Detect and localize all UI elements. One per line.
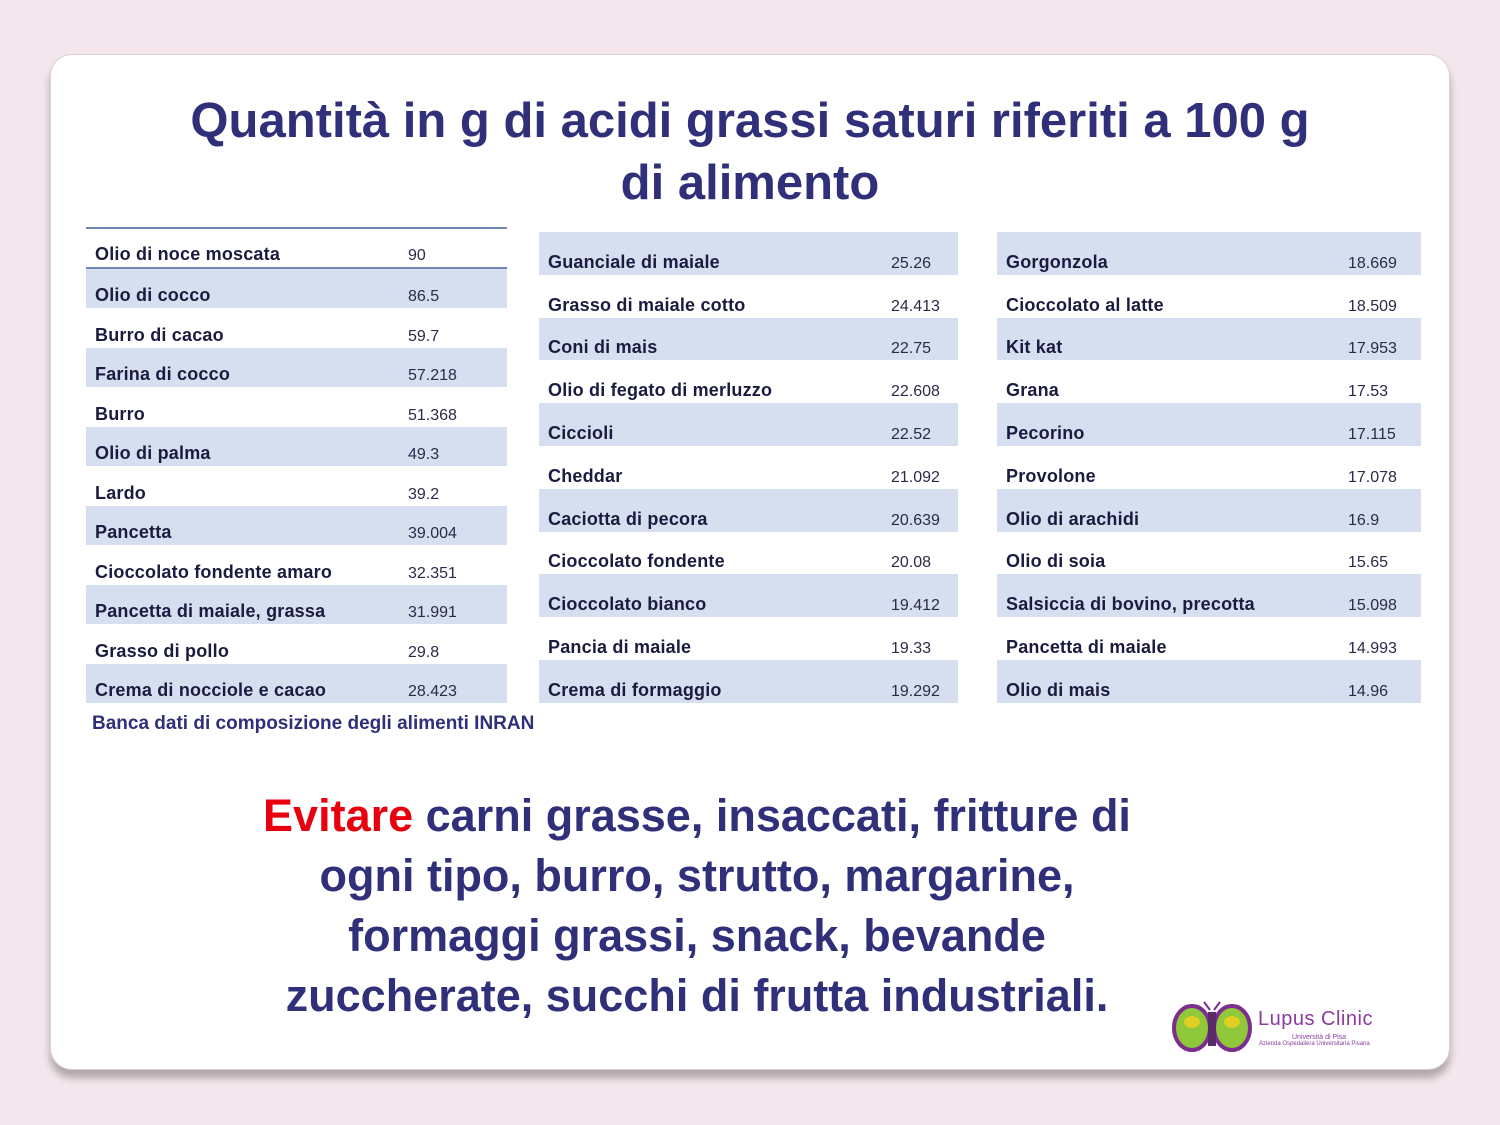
table-row	[997, 660, 1421, 703]
food-name: Cioccolato fondente amaro	[95, 561, 333, 582]
title-line-1: Quantità in g di acidi grassi saturi riferiti a 100 g	[190, 94, 1310, 148]
table-row	[539, 532, 958, 575]
fat-value: 29.8	[408, 643, 440, 661]
fat-value: 90	[408, 246, 426, 264]
slide-title	[0, 90, 1500, 214]
table-row	[539, 318, 958, 361]
table-row	[86, 348, 507, 388]
fat-value: 19.412	[891, 597, 940, 615]
food-name: Pancia di maiale	[548, 636, 692, 657]
fat-value: 22.608	[891, 383, 940, 401]
food-name: Cioccolato bianco	[548, 594, 707, 615]
fat-value: 28.423	[408, 683, 457, 700]
food-name: Burro	[95, 403, 145, 424]
fat-value: 25.26	[891, 254, 932, 272]
table-row	[86, 387, 507, 427]
food-name: Olio di soia	[1006, 551, 1106, 572]
table-row	[86, 585, 507, 625]
table-row	[997, 617, 1421, 660]
fat-value: 32.351	[408, 564, 457, 582]
fat-value: 21.092	[891, 468, 940, 486]
food-name: Coni di mais	[548, 337, 658, 358]
table-row	[86, 308, 507, 348]
food-name: Crema di formaggio	[548, 679, 722, 700]
food-name: Grasso di maiale cotto	[548, 294, 746, 315]
table-row	[539, 574, 958, 617]
table-row	[539, 489, 958, 532]
fat-value: 59.7	[408, 327, 440, 345]
food-name: Olio di palma	[95, 443, 211, 463]
advice-highlight: Evitare	[263, 790, 414, 841]
fat-value: 14.993	[1348, 639, 1397, 657]
table-row	[539, 446, 958, 489]
table-row	[997, 318, 1421, 361]
food-name: Olio di mais	[1006, 679, 1111, 700]
table-row	[997, 532, 1421, 575]
table-row	[997, 574, 1421, 617]
fat-value: 49.3	[408, 446, 440, 463]
table-row	[86, 624, 507, 664]
table-row	[997, 275, 1421, 318]
table-row	[86, 269, 507, 309]
table-row	[86, 664, 507, 704]
food-name: Olio di noce moscata	[95, 243, 281, 264]
table-row	[539, 660, 958, 703]
table-row	[539, 275, 958, 318]
food-name: Guanciale di maiale	[548, 251, 720, 272]
table-row	[997, 403, 1421, 446]
advice-line-1: carni grasse, insaccati, fritture di	[413, 790, 1131, 841]
food-name: Caciotta di pecora	[548, 508, 708, 529]
food-name: Olio di fegato di merluzzo	[548, 380, 773, 401]
food-name: Kit kat	[1006, 337, 1063, 358]
fat-value: 39.2	[408, 485, 440, 503]
food-name: Olio di arachidi	[1006, 508, 1140, 529]
food-name: Cioccolato al latte	[1006, 294, 1164, 315]
fat-value: 14.96	[1348, 682, 1389, 700]
logo-subtitle-university: Università di Pisa	[1292, 1034, 1347, 1041]
fat-table-2	[539, 232, 958, 703]
food-name: Burro di cacao	[95, 324, 224, 345]
table-row	[86, 229, 507, 269]
food-name: Farina di cocco	[95, 364, 231, 384]
food-name: Pecorino	[1006, 422, 1085, 443]
food-name: Provolone	[1006, 465, 1096, 486]
food-name: Lardo	[95, 482, 147, 503]
table-row	[86, 545, 507, 585]
fat-value: 20.08	[891, 554, 932, 572]
table-row	[539, 360, 958, 403]
fat-value: 15.65	[1348, 554, 1389, 572]
fat-value: 18.509	[1348, 297, 1397, 315]
fat-value: 17.953	[1348, 340, 1397, 358]
table-row	[86, 506, 507, 546]
fat-value: 19.292	[891, 682, 940, 700]
fat-value: 19.33	[891, 639, 932, 657]
food-name: Cheddar	[548, 465, 623, 486]
food-name: Ciccioli	[548, 422, 614, 443]
fat-value: 51.368	[408, 406, 457, 424]
table-row	[997, 446, 1421, 489]
fat-value: 20.639	[891, 511, 940, 529]
table-row	[539, 403, 958, 446]
table-row	[86, 427, 507, 467]
advice-text	[197, 786, 1197, 1026]
fat-value: 16.9	[1348, 511, 1380, 529]
table-row	[539, 617, 958, 660]
food-name: Salsiccia di bovino, precotta	[1006, 594, 1255, 615]
food-name: Pancetta	[95, 522, 172, 542]
fat-value: 22.75	[891, 340, 932, 358]
table-row	[86, 466, 507, 506]
fat-value: 31.991	[408, 604, 457, 621]
food-name: Pancetta di maiale	[1006, 636, 1167, 657]
fat-value: 39.004	[408, 525, 457, 542]
fat-value: 17.115	[1348, 425, 1396, 443]
logo-subtitle-hospital: Azienda Ospedaliera Universitaria Pisana	[1259, 1041, 1370, 1047]
fat-value: 17.53	[1348, 383, 1389, 401]
logo-name: Lupus Clinic	[1258, 1008, 1373, 1030]
title-line-2: di alimento	[620, 156, 880, 210]
food-name: Grana	[1006, 380, 1060, 401]
fat-value: 57.218	[408, 367, 457, 384]
food-name: Olio di cocco	[95, 285, 211, 305]
source-note: Banca dati di composizione degli alimenti INRAN	[92, 713, 535, 734]
table-row	[997, 232, 1421, 275]
food-name: Crema di nocciole e cacao	[95, 680, 327, 700]
fat-table-3	[997, 232, 1421, 703]
fat-value: 18.669	[1348, 254, 1397, 272]
advice-line-4: zuccherate, succhi di frutta industriali.	[285, 970, 1109, 1021]
advice-line-2: ogni tipo, burro, strutto, margarine,	[319, 850, 1075, 901]
fat-value: 86.5	[408, 288, 440, 305]
fat-value: 24.413	[891, 297, 940, 315]
food-name: Cioccolato fondente	[548, 551, 725, 572]
food-name: Gorgonzola	[1006, 251, 1108, 272]
fat-value: 15.098	[1348, 597, 1397, 615]
table-row	[997, 360, 1421, 403]
table-row	[539, 232, 958, 275]
advice-line-3: formaggi grassi, snack, bevande	[348, 910, 1046, 961]
food-name: Grasso di pollo	[95, 640, 230, 661]
food-name: Pancetta di maiale, grassa	[95, 601, 326, 621]
fat-table-1	[86, 227, 507, 703]
fat-value: 22.52	[891, 425, 932, 443]
fat-value: 17.078	[1348, 468, 1397, 486]
table-row	[997, 489, 1421, 532]
